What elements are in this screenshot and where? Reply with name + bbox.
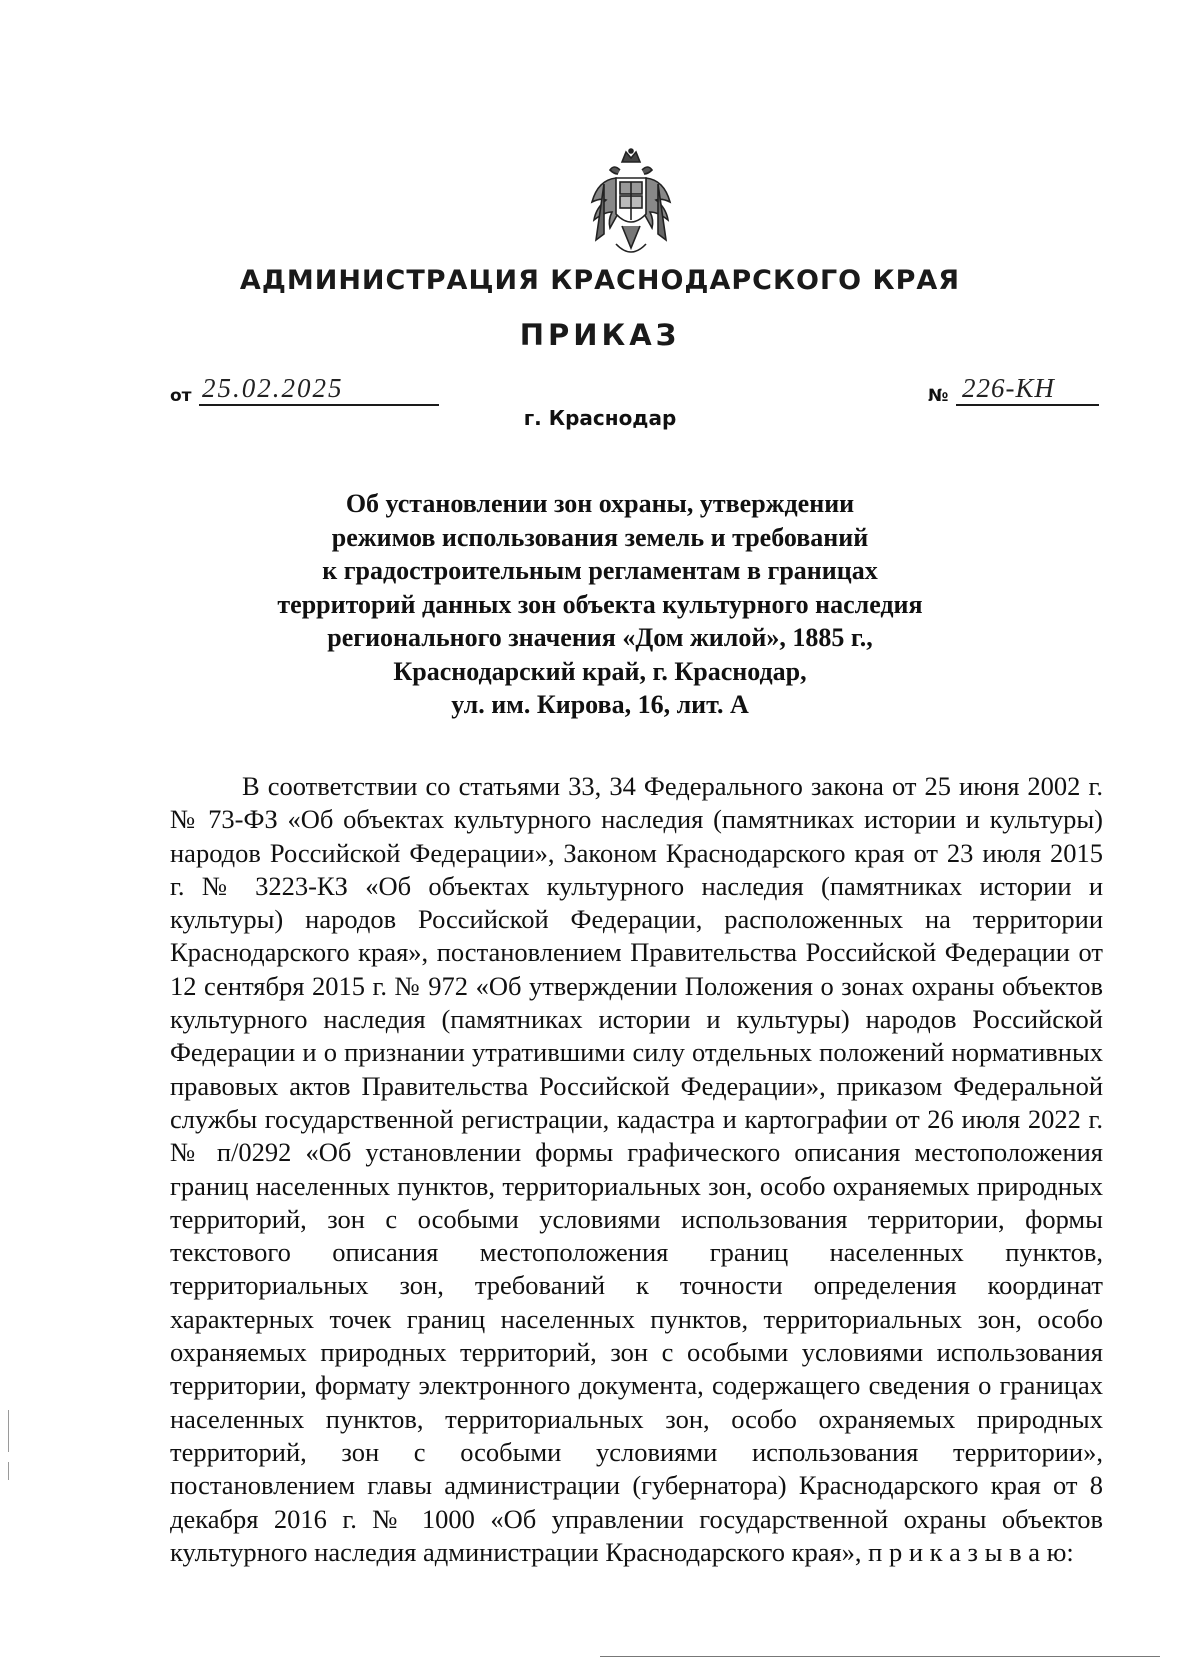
document-body	[170, 770, 1103, 1569]
title-line: регионального значения «Дом жилой», 1885 г.,	[327, 623, 873, 652]
scan-artifact	[8, 1410, 9, 1452]
scan-artifact	[8, 1462, 9, 1480]
title-line: режимов использования земель и требований	[331, 522, 869, 552]
title-line: ул. им. Кирова, 16, лит. А	[451, 690, 749, 719]
preamble-paragraph: В соответствии со статьями 33, 34 Федерального закона от 25 июня 2002 г. № 73-ФЗ «Об объектах культурного наследия (памятниках истории и культуры) народов Российской Федерации», Законом Краснодарского края от 23 июля 2015 г. № 3223-КЗ «Об объектах культурного наследия (памятниках истории и культуры) народов Российской Федерации, расположенных на территории Краснодарского края», постановлением Правительства Российской Федерации от 12 сентября 2015 г. № 972 «Об утверждении Положения о зонах охраны объектов культурного наследия (памятниках истории и культуры) народов Российской Федерации и о признании утратившими силу отдельных положений нормативных правовых актов Правительства Российской Федерации», приказом Федеральной службы государственной регистрации, кадастра и картографии от 26 июля 2022 г. № п/0292 «Об установлении формы графического описания местоположения границ населенных пунктов, территориальных зон, особо охраняемых природных территорий, зон с особыми условиями использования территории, формы текстового описания местоположения границ населенных пунктов, территориальных зон, требований к точности определения координат характерных точек границ населенных пунктов, территориальных зон, особо охраняемых природных территорий, зон с особыми условиями использования территории, формату электронного документа, содержащего сведения о границах населенных пунктов, территориальных зон, особо охраняемых природных территорий, зон с особыми условиями использования территории», постановлением главы администрации (губернатора) Краснодарского края от 8 декабря 2016 г. № 1000 «Об управлении государственной охраны объектов культурного наследия администрации Краснодарского края», п р и к а з ы в а ю:	[170, 771, 1103, 1567]
number-value: 226-КН	[962, 373, 1055, 403]
title-line: Краснодарский край, г. Краснодар,	[393, 656, 807, 686]
scan-edge-line	[600, 1656, 1160, 1657]
date-value: 25.02.2025	[202, 373, 344, 403]
date-label: от	[170, 386, 192, 406]
title-line: территорий данных зон объекта культурного наследия	[277, 589, 923, 619]
city: г. Краснодар	[523, 406, 677, 430]
title-line: к градостроительным регламентам в границах	[322, 556, 878, 585]
document-title	[200, 487, 1000, 722]
number-label: №	[928, 386, 949, 406]
document-type: ПРИКАЗ	[519, 318, 681, 352]
coat-of-arms-icon	[586, 148, 676, 260]
organization-name: АДМИНИСТРАЦИЯ КРАСНОДАРСКОГО КРАЯ	[239, 265, 961, 296]
title-line: Об установлении зон охраны, утверждении	[345, 489, 855, 518]
